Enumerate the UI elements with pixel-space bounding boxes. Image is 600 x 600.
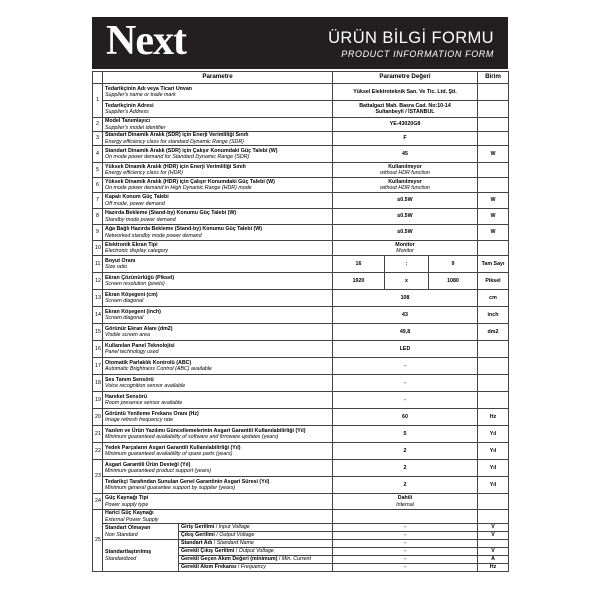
value-cell: F xyxy=(333,132,478,146)
parameter-cell xyxy=(103,241,333,256)
table-row xyxy=(93,460,509,477)
row-number: 13 xyxy=(93,290,103,307)
table-row xyxy=(93,163,509,178)
parameter-en: On mode power demand in High Dynamic Range (HDR) mode xyxy=(105,185,252,191)
parameter-en: Energy efficiency class for (HDR) xyxy=(105,170,184,176)
row-number: 2 xyxy=(93,118,103,132)
non-standard-group xyxy=(103,524,179,540)
parameter-tr: Yüksek Dinamik Aralık (HDR) için Enerji Verimliliği Sınıfı xyxy=(105,163,246,170)
parameter-en: Off mode, power demand xyxy=(105,200,165,207)
parameter-cell xyxy=(103,163,333,178)
parameter-en: Room presence sensor available xyxy=(105,400,183,406)
parameter-en: Minimum guaranteed availability of software and firmware updates (years) xyxy=(105,434,279,440)
value-header: Parametre Değeri xyxy=(333,72,478,84)
non-standard-tr: Standart Olmayan xyxy=(105,525,151,531)
value-line-1: Dahili xyxy=(397,495,413,501)
value-line-2: without HDR function xyxy=(380,170,430,176)
parameter-en: Standby mode power demand xyxy=(105,216,176,223)
required-output-voltage-label: Gerekli Çıkış Gerilimi / Output Voltage xyxy=(179,548,333,556)
row-number: 11 xyxy=(93,256,103,273)
table-row xyxy=(93,146,509,163)
non-standard-en: Non Standard xyxy=(105,531,138,538)
table-row xyxy=(93,409,509,426)
parameter-cell xyxy=(103,460,333,477)
parameter-tr: Ağa Bağlı Hazırda Bekleme (Stand-by) Konumu Güç Talebi (W) xyxy=(105,226,263,232)
parameter-en: Supplier's name or trade mark xyxy=(105,92,176,98)
unit-cell: W xyxy=(478,225,509,241)
frequency-label: Gerekli Akım Frekansı / Frequency xyxy=(179,564,333,572)
unit-cell: Yıl xyxy=(478,443,509,460)
parameter-cell xyxy=(103,375,333,392)
unit-cell: Tam Sayı xyxy=(478,256,509,273)
parameter-cell xyxy=(103,494,333,510)
row-number: 3 xyxy=(93,132,103,146)
parameter-tr: Yazılım ve Ürün Yazılımı Güncellemelerinin Asgari Garantili Kullanılabilirliği (Yıl) xyxy=(105,427,306,434)
parameter-cell xyxy=(103,324,333,341)
psu-line xyxy=(93,524,509,532)
table-row xyxy=(93,494,509,510)
unit-cell xyxy=(478,341,509,358)
parameter-tr: Kullanılan Panel Teknolojisi xyxy=(105,342,175,349)
unit-cell xyxy=(478,101,509,118)
value-line-1: Battalgazi Mah. Basra Cad. No:10-14 xyxy=(359,102,451,109)
table-row xyxy=(93,225,509,241)
parameter-tr: Model Tanımlayıcı xyxy=(105,118,151,124)
parameter-en: Visible screen area xyxy=(105,332,150,338)
value-cell: 5 xyxy=(333,426,478,443)
parameter-cell xyxy=(103,341,333,358)
parameter-cell xyxy=(103,510,333,524)
parameter-en: Voice recognition sensor available xyxy=(105,383,186,389)
parameter-cell xyxy=(103,132,333,146)
min-current-value: - xyxy=(333,556,478,564)
unit-cell xyxy=(478,375,509,392)
unit-cell: Yıl xyxy=(478,460,509,477)
unit-cell: dm2 xyxy=(478,324,509,341)
row-number: 8 xyxy=(93,209,103,225)
parameter-cell xyxy=(103,193,333,209)
parameter-cell xyxy=(103,256,333,273)
table-row xyxy=(93,307,509,324)
output-voltage-label: Çıkış Gerilimi / Output Voltage xyxy=(179,532,333,540)
parameter-tr: Ekran Köşegeni (inch) xyxy=(105,308,161,315)
value-cell: 43 xyxy=(333,307,478,324)
parameter-cell xyxy=(103,477,333,494)
parameter-en: Minimum guaranteed availability of spare parts (years) xyxy=(105,451,233,457)
unit-cell: Piksel xyxy=(478,273,509,290)
parameter-tr: Harici Güç Kaynağı xyxy=(105,510,154,516)
unit-cell xyxy=(478,494,509,510)
standard-name-unit xyxy=(478,540,509,548)
unit-cell: inch xyxy=(478,307,509,324)
row-number: 20 xyxy=(93,409,103,426)
table-row xyxy=(93,358,509,375)
value-cell: 49,8 xyxy=(333,324,478,341)
aspect-separator: : xyxy=(385,256,429,273)
parameter-en: Power supply type xyxy=(105,501,149,508)
row-number: 10 xyxy=(93,241,103,256)
parameter-cell xyxy=(103,178,333,193)
parameter-tr: Otomatik Parlaklık Kontrolü (ABC) xyxy=(105,359,192,366)
standard-name-label: Standart Adı / Standard Name xyxy=(179,540,333,548)
resolution-separator: x xyxy=(385,273,429,290)
brand-logo: Next xyxy=(106,18,186,64)
parameter-tr: Görünür Ekran Alanı (dm2) xyxy=(105,325,173,332)
unit-cell xyxy=(478,510,509,524)
row-number: 5 xyxy=(93,163,103,178)
parameter-en: External Power Supply xyxy=(105,516,159,523)
min-current-unit: A xyxy=(478,556,509,564)
unit-cell xyxy=(478,84,509,101)
resolution-height: 1080 xyxy=(429,273,478,290)
parameter-cell xyxy=(103,118,333,132)
parameter-cell xyxy=(103,392,333,409)
row-number: 7 xyxy=(93,193,103,209)
unit-cell: W xyxy=(478,209,509,225)
resolution-width: 1920 xyxy=(333,273,385,290)
parameter-tr: Görüntü Yenileme Frekans Oranı (Hz) xyxy=(105,410,199,417)
table-row xyxy=(93,193,509,209)
parameter-en: Electronic display category xyxy=(105,248,169,254)
value-line-2: Sultanbeyli / İSTANBUL xyxy=(375,109,435,115)
unit-cell xyxy=(478,392,509,409)
table-row xyxy=(93,256,509,273)
row-number: 6 xyxy=(93,178,103,193)
parameter-cell xyxy=(103,307,333,324)
unit-cell xyxy=(478,241,509,256)
parameter-tr: Ekran Çözünürlüğü (Piksel) xyxy=(105,274,175,281)
aspect-height: 9 xyxy=(429,256,478,273)
row-number: 16 xyxy=(93,341,103,358)
row-number: 24 xyxy=(93,494,103,510)
table-row xyxy=(93,209,509,225)
unit-cell xyxy=(478,178,509,193)
unit-cell xyxy=(478,132,509,146)
parameter-en: Image refresh frequency rate xyxy=(105,417,174,423)
value-cell: LED xyxy=(333,341,478,358)
parameter-cell xyxy=(103,101,333,118)
parameter-en: Supplier's model identifier xyxy=(105,124,166,131)
parameter-cell xyxy=(103,443,333,460)
value-cell: YE-43020G8 xyxy=(333,118,478,132)
row-number: 9 xyxy=(93,225,103,241)
value-line-2: without HDR function xyxy=(380,185,430,191)
standardized-group xyxy=(103,540,179,572)
row-number: 14 xyxy=(93,307,103,324)
parameter-tr: Hazırda Bekleme (Stand-by) Konumu Güç Talebi (W) xyxy=(105,210,237,216)
parameter-tr: Hareket Sensörü xyxy=(105,393,148,400)
psu-line xyxy=(93,540,509,548)
table-row xyxy=(93,426,509,443)
table-row xyxy=(93,443,509,460)
parameter-tr: Kapalı Konum Güç Talebi xyxy=(105,194,169,200)
row-number: 18 xyxy=(93,375,103,392)
parameter-tr: Standart Dinamik Aralık (SDR) için Enerji Verimliliği Sınıfı xyxy=(105,132,249,138)
parameter-tr: Boyut Oranı xyxy=(105,257,136,264)
value-cell: - xyxy=(333,375,478,392)
parameter-cell xyxy=(103,290,333,307)
value-cell: 45 xyxy=(333,146,478,163)
value-line-2: Internal xyxy=(396,501,414,508)
product-information-form xyxy=(92,17,508,583)
row-number: 12 xyxy=(93,273,103,290)
parameter-en: Automatic Brightness Control (ABC) available xyxy=(105,366,212,372)
form-title-tr: ÜRÜN BİLGİ FORMU xyxy=(328,29,494,47)
form-title-en: PRODUCT INFORMATION FORM xyxy=(341,49,494,59)
form-header xyxy=(92,17,508,69)
value-line-1: Monitor xyxy=(395,241,415,248)
value-cell xyxy=(333,494,478,510)
required-output-voltage-unit: V xyxy=(478,548,509,556)
row-number: 15 xyxy=(93,324,103,341)
row-number: 22 xyxy=(93,443,103,460)
table-row xyxy=(93,341,509,358)
parameter-tr: Ses Tanım Sensörü xyxy=(105,376,154,383)
value-cell: ≤0.5W xyxy=(333,209,478,225)
parameter-tr: Yedek Parçaların Asgari Garantili Kullanılabilirliği (Yıl) xyxy=(105,444,241,451)
table-row xyxy=(93,84,509,101)
value-cell: Yüksel Elektroteknik San. Ve Tic. Ltd. Şti. xyxy=(333,84,478,101)
parameter-tr: Güç Kaynağı Tipi xyxy=(105,495,149,501)
required-output-voltage-value: - xyxy=(333,548,478,556)
parameter-en: On mode power demand for Standard Dynamic Range (SDR) xyxy=(105,154,250,160)
input-voltage-value: - xyxy=(333,524,478,532)
value-cell xyxy=(333,163,478,178)
value-cell xyxy=(333,241,478,256)
parameter-en: Networked standby mode power demand xyxy=(105,232,202,239)
standardized-tr: Standartlaştırılmış xyxy=(105,549,152,555)
row-number: 1 xyxy=(93,84,103,118)
parameter-cell xyxy=(103,426,333,443)
value-cell xyxy=(333,178,478,193)
unit-cell: Yıl xyxy=(478,477,509,494)
table-row xyxy=(93,101,509,118)
standardized-en: Standardized xyxy=(105,555,137,562)
row-number: 4 xyxy=(93,146,103,163)
table-row xyxy=(93,132,509,146)
frequency-unit: Hz xyxy=(478,564,509,572)
value-cell: 2 xyxy=(333,477,478,494)
table-row xyxy=(93,510,509,524)
parameter-header: Parametre xyxy=(103,72,333,84)
unit-cell xyxy=(478,163,509,178)
table-row xyxy=(93,290,509,307)
unit-cell: Yıl xyxy=(478,426,509,443)
parameter-en: Screen diagonal xyxy=(105,298,144,304)
aspect-width: 16 xyxy=(333,256,385,273)
value-line-2: Monitor xyxy=(396,248,414,254)
input-voltage-unit: V xyxy=(478,524,509,532)
min-current-label: Gerekli Geçen Akım Değeri (minimum) / Min. Current xyxy=(179,556,333,564)
table-row xyxy=(93,178,509,193)
table-row xyxy=(93,118,509,132)
table-row xyxy=(93,375,509,392)
unit-header: Birim xyxy=(478,72,509,84)
parameter-tr: Tedarikçinin Adı veya Ticari Unvan xyxy=(105,85,193,92)
parameter-cell xyxy=(103,146,333,163)
parameter-tr: Standart Dinamik Aralık (SDR) için Çalışır Konumdaki Güç Talebi (W) xyxy=(105,147,278,154)
row-number: 25 xyxy=(93,510,103,572)
value-line-1: Kullanılmıyor xyxy=(388,163,422,170)
parameter-tr: Tedarikçi Tarafından Sunulan Genel Garantinin Asgari Süresi (Yıl) xyxy=(105,478,270,485)
parameter-tr: Elektronik Ekran Tipi xyxy=(105,241,158,248)
table-row xyxy=(93,273,509,290)
parameter-tr: Tedarikçinin Adresi xyxy=(105,102,154,109)
row-number: 23 xyxy=(93,460,103,494)
value-cell: - xyxy=(333,392,478,409)
parameter-en: Minimum general guarantee support by supplier (years) xyxy=(105,485,236,491)
value-cell: 2 xyxy=(333,443,478,460)
parameter-cell xyxy=(103,273,333,290)
row-number: 19 xyxy=(93,392,103,409)
unit-cell xyxy=(478,358,509,375)
output-voltage-unit: V xyxy=(478,532,509,540)
unit-cell: Hz xyxy=(478,409,509,426)
value-cell: 2 xyxy=(333,460,478,477)
parameter-cell xyxy=(103,225,333,241)
parameter-tr: Ekran Köşegeni (cm) xyxy=(105,291,158,298)
parameter-cell xyxy=(103,358,333,375)
value-cell: ≤0.5W xyxy=(333,193,478,209)
frequency-value: - xyxy=(333,564,478,572)
parameter-en: Energy efficiency class for standard Dynamic Range (SDR) xyxy=(105,138,244,145)
table-header-row xyxy=(93,72,509,84)
unit-cell: cm xyxy=(478,290,509,307)
row-number: 17 xyxy=(93,358,103,375)
row-number: 21 xyxy=(93,426,103,443)
parameter-table xyxy=(92,71,509,572)
table-row xyxy=(93,477,509,494)
unit-cell xyxy=(478,118,509,132)
standard-name-value: - xyxy=(333,540,478,548)
value-cell xyxy=(333,510,478,524)
output-voltage-value: - xyxy=(333,532,478,540)
parameter-en: Screen diagonal xyxy=(105,315,144,321)
parameter-en: Minimum guaranteed product support (years) xyxy=(105,468,211,474)
parameter-en: Panel technology used xyxy=(105,349,159,355)
parameter-cell xyxy=(103,409,333,426)
parameter-cell xyxy=(103,84,333,101)
input-voltage-label: Giriş Gerilimi / Input Voltage xyxy=(179,524,333,532)
parameter-tr: Yüksek Dinamik Aralık (HDR) için Çalışır Konumdaki Güç Talebi (W) xyxy=(105,178,275,185)
table-row xyxy=(93,392,509,409)
value-cell: 60 xyxy=(333,409,478,426)
value-cell: 108 xyxy=(333,290,478,307)
parameter-tr: Asgari Garantili Ürün Desteği (Yıl) xyxy=(105,461,191,468)
value-cell: - xyxy=(333,358,478,375)
parameter-en: Screen resolution (pixels) xyxy=(105,281,165,287)
parameter-en: Supplier's Address xyxy=(105,109,149,115)
table-row xyxy=(93,241,509,256)
value-cell xyxy=(333,101,478,118)
number-header xyxy=(93,72,103,84)
value-line-1: Kullanılmıyor xyxy=(388,178,422,185)
unit-cell: W xyxy=(478,146,509,163)
parameter-en: Size ratio xyxy=(105,264,128,270)
value-cell: ≤0.5W xyxy=(333,225,478,241)
unit-cell: W xyxy=(478,193,509,209)
parameter-cell xyxy=(103,209,333,225)
table-row xyxy=(93,324,509,341)
